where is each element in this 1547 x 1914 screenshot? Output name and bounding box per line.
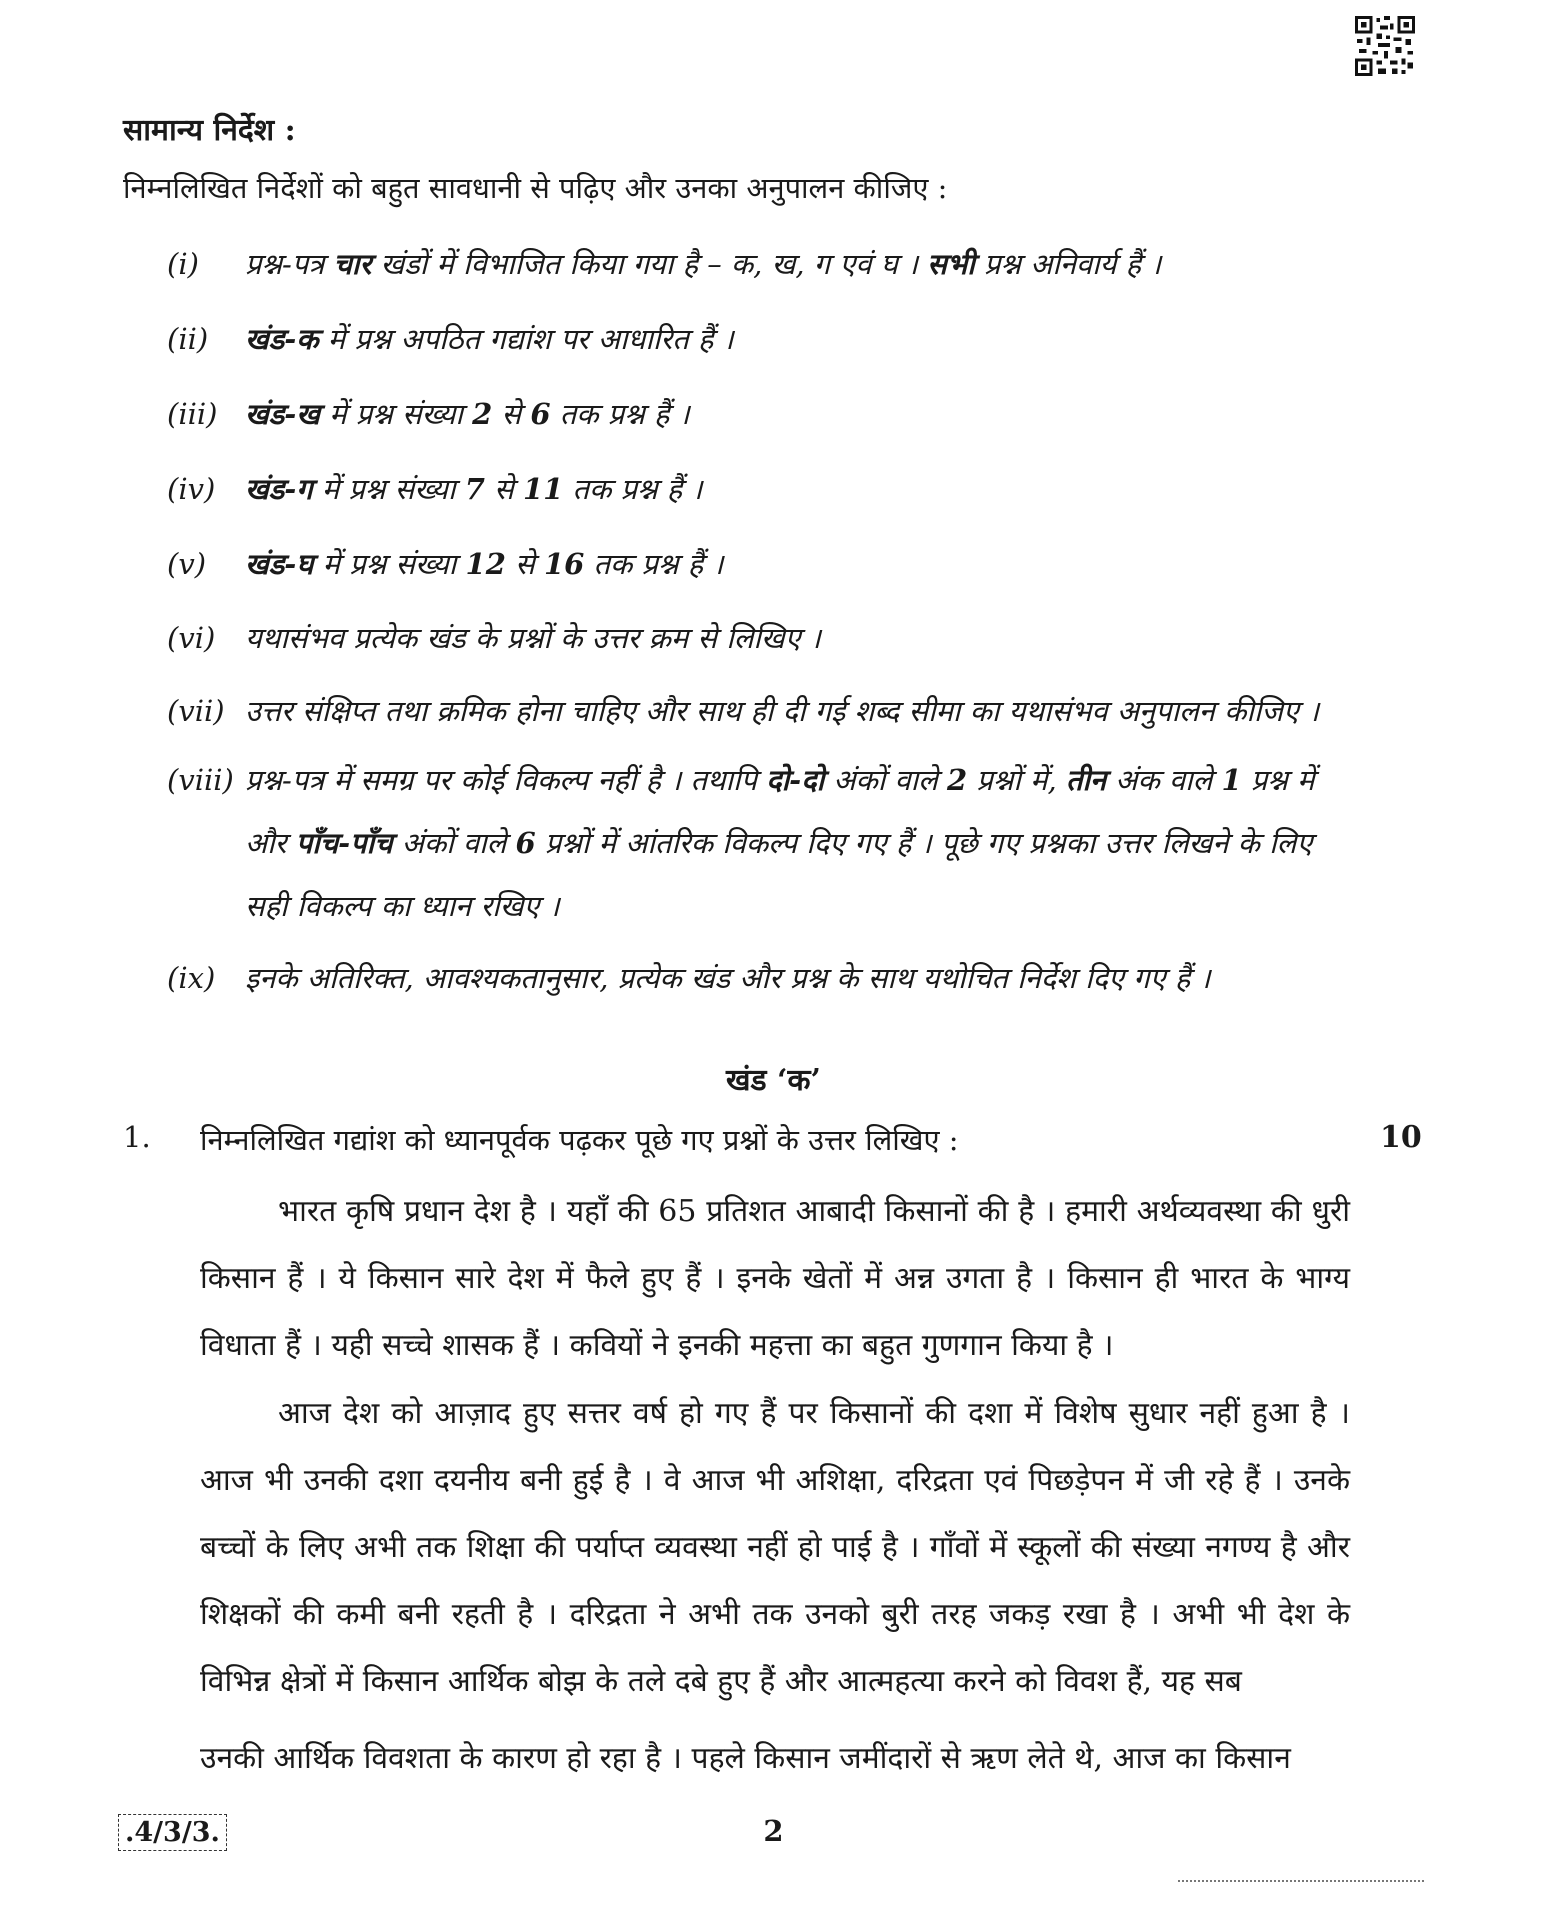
section-title: खंड ‘क’ — [726, 1063, 821, 1098]
instruction-text: खंड-क में प्रश्न अपठित गद्यांश पर आधारित हैं । — [245, 322, 734, 356]
instruction-number: (iii) — [167, 397, 218, 431]
instruction-number: (ii) — [167, 322, 209, 356]
instruction-item — [167, 544, 723, 583]
instruction-item — [167, 394, 690, 433]
instruction-item — [167, 958, 1210, 997]
instruction-number: (i) — [167, 247, 199, 281]
instruction-text: इनके अतिरिक्त, आवश्यकतानुसार, प्रत्येक खंड और प्रश्न के साथ यथोचित निर्देश दिए गए हैं । — [245, 961, 1211, 995]
passage-paragraph: आज देश को आज़ाद हुए सत्तर वर्ष हो गए हैं पर किसानों की दशा में विशेष सुधार नहीं हुआ है । आज भी उनकी दशा दयनीय बनी हुई है । वे आज भी अशिक्षा, दरिद्रता एवं पिछड़ेपन में जी रहे हैं । उनके बच्चों के लिए अभी तक शिक्षा की पर्याप्त व्यवस्था नहीं हो पाई है । गाँवों में स्कूलों की संख्या नगण्य है और शिक्षकों की कमी बनी रहती है । दरिद्रता ने अभी तक उनको बुरी तरह जकड़ रखा है । अभी भी देश के विभिन्न क्षेत्रों में किसान आर्थिक बोझ के तले दबे हुए हैं और आत्महत्या करने को विवश हैं, यह सब — [200, 1396, 1350, 1699]
instruction-text: यथासंभव प्रत्येक खंड के प्रश्नों के उत्तर क्रम से लिखिए । — [245, 621, 821, 655]
instruction-text: खंड-ग में प्रश्न संख्या 7 से 11 तक प्रश्न हैं । — [245, 472, 703, 506]
passage-paragraph: भारत कृषि प्रधान देश है । यहाँ की 65 प्रतिशत आबादी किसानों की है । हमारी अर्थव्यवस्था की धुरी किसान हैं । ये किसान सारे देश में फैले हुए हैं । इनके खेतों में अन्न उगता है । किसान ही भारत के भाग्य विधाता हैं । यही सच्चे शासक हैं । कवियों ने इनकी महत्ता का बहुत गुणगान किया है । — [200, 1194, 1350, 1363]
question-marks: 10 — [1380, 1120, 1422, 1155]
instruction-item — [167, 618, 821, 657]
page-number: 2 — [763, 1814, 784, 1848]
instruction-number: (vii) — [167, 694, 225, 728]
instruction-item — [167, 244, 1161, 283]
instruction-text: खंड-घ में प्रश्न संख्या 12 से 16 तक प्रश्न हैं । — [245, 547, 724, 581]
footer-rule — [1178, 1880, 1424, 1882]
instruction-text: प्रश्न-पत्र चार खंडों में विभाजित किया गया है – क, ख, ग एवं घ । सभी प्रश्न अनिवार्य हैं । — [245, 247, 1162, 281]
instructions-intro: निम्नलिखित निर्देशों को बहुत सावधानी से पढ़िए और उनका अनुपालन कीजिए : — [123, 171, 948, 205]
qr-code — [1352, 14, 1418, 78]
question-text: निम्नलिखित गद्यांश को ध्यानपूर्वक पढ़कर पूछे गए प्रश्नों के उत्तर लिखिए : — [200, 1123, 959, 1157]
instruction-text: उत्तर संक्षिप्त तथा क्रमिक होना चाहिए और साथ ही दी गई शब्द सीमा का यथासंभव अनुपालन कीजिए । — [245, 694, 1320, 728]
instruction-number: (viii) — [167, 763, 234, 797]
instruction-continuation: और पाँच-पाँच अंकों वाले 6 प्रश्नों में आंतरिक विकल्प दिए गए हैं । पूछे गए प्रश्नका उत्तर लिखने के लिए — [245, 826, 1313, 860]
instruction-number: (iv) — [167, 472, 216, 506]
instruction-item — [167, 319, 734, 358]
general-instructions-heading: सामान्य निर्देश : — [123, 113, 296, 148]
instruction-number: (v) — [167, 547, 207, 581]
instruction-item — [167, 691, 1319, 730]
instruction-text: खंड-ख में प्रश्न संख्या 2 से 6 तक प्रश्न हैं । — [245, 397, 690, 431]
instruction-continuation: सही विकल्प का ध्यान रखिए । — [245, 889, 560, 923]
passage-last-line: उनकी आर्थिक विवशता के कारण हो रहा है । पहले किसान जमींदारों से ऋण लेते थे, आज का किसान — [200, 1741, 1291, 1776]
instruction-text: प्रश्न-पत्र में समग्र पर कोई विकल्प नहीं है । तथापि दो-दो अंकों वाले 2 प्रश्नों में, तीन अंक वाले 1 प्रश्न में — [245, 763, 1315, 797]
instruction-number: (vi) — [167, 621, 216, 655]
paper-code: .4/3/3. — [118, 1814, 227, 1851]
instruction-item — [167, 469, 702, 508]
instruction-item — [167, 760, 1314, 799]
instruction-number: (ix) — [167, 961, 216, 995]
question-number: 1. — [123, 1120, 151, 1154]
